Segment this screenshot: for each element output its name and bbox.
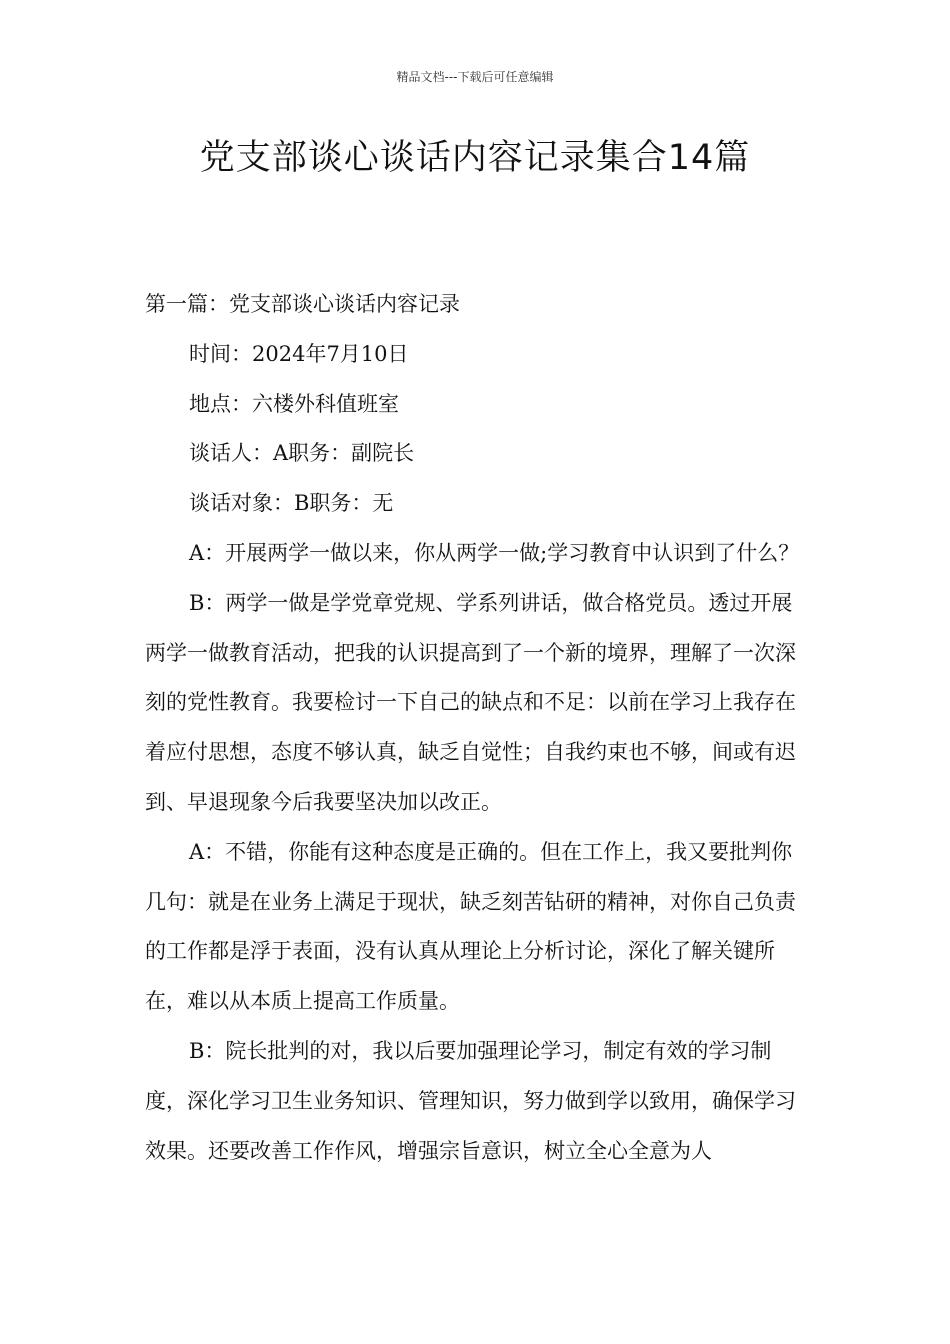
paragraph: B：院长批判的对，我以后要加强理论学习，制定有效的学习制度，深化学习卫生业务知识、管理知识，努力做到学以致用，确保学习效果。还要改善工作作风，增强宗旨意识，树立全心全意为人 xyxy=(145,1038,796,1163)
meta-time: 时间：2024年7月10日 xyxy=(189,341,409,366)
meta-target: 谈话对象：B职务：无 xyxy=(189,491,394,516)
document-title: 党支部谈心谈话内容记录集合14篇 xyxy=(199,138,751,178)
paragraph: A：开展两学一做以来，你从两学一做;学习教育中认识到了什么？ xyxy=(189,540,800,565)
header-note: 精品文档---下载后可任意编辑 xyxy=(396,70,554,84)
meta-speaker: 谈话人：A职务：副院长 xyxy=(189,441,415,466)
section-heading: 第一篇：党支部谈心谈话内容记录 xyxy=(145,292,460,316)
paragraph: A：不错，你能有这种态度是正确的。但在工作上，我又要批判你几句：就是在业务上满足于现状，缺乏刻苦钻研的精神，对你自己负责的工作都是浮于表面，没有认真从理论上分析讨论，深化了解关键所在，难以从本质上提高工作质量。 xyxy=(145,839,796,1014)
document-body xyxy=(145,280,807,1176)
meta-place: 地点：六楼外科值班室 xyxy=(189,391,399,416)
paragraph: B：两学一做是学党章党规、学系列讲话，做合格党员。透过开展两学一做教育活动，把我的认识提高到了一个新的境界，理解了一次深刻的党性教育。我要检讨一下自己的缺点和不足：以前在学习上我存在着应付思想，态度不够认真，缺乏自觉性；自我约束也不够，间或有迟到、早退现象今后我要坚决加以改正。 xyxy=(145,590,796,814)
